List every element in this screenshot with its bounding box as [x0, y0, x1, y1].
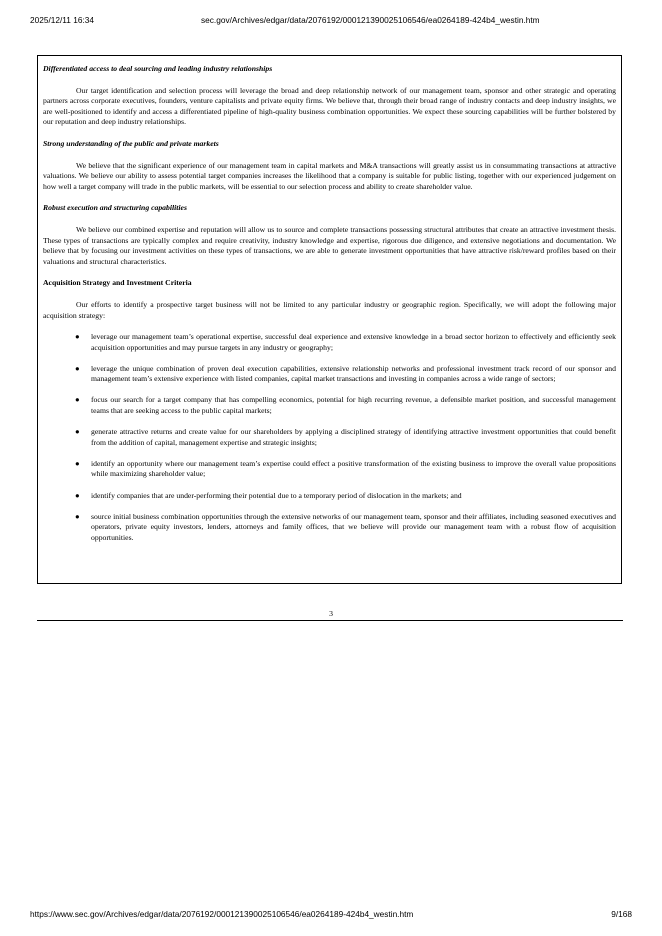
print-datetime: 2025/12/11 16:34	[30, 15, 94, 25]
strategy-bullet-list	[43, 332, 616, 543]
bullet-icon: ●	[75, 458, 80, 468]
bullet-icon: ●	[75, 511, 80, 521]
list-item-text: identify an opportunity where our management team’s expertise could effect a positive transformation of the existing business to improve the overall value propositions while maximizing shareholder value;	[91, 458, 616, 479]
section-execution	[43, 203, 616, 267]
list-item-text: leverage the unique combination of proven deal execution capabilities, extensive relationship networks and professional investment track record of our sponsor and management team’s extensive experience with listed companies, capital market transactions and investing in companies across a wide range of sectors;	[91, 363, 616, 384]
list-item-text: identify companies that are under-performing their potential due to a temporary period of dislocation in the markets; and	[91, 490, 462, 500]
bullet-icon: ●	[75, 363, 80, 373]
section-paragraph: We believe our combined expertise and reputation will allow us to source and complete transactions possessing structural attributes that create an attractive investment thesis. These types of transactions are typically complex and require creativity, industry knowledge and expertise, rigorous due diligence, and extensive negotiations and documentation. We believe that by focusing our investment activities on these types of transactions, we are able to generate investment opportunities that have attractive risk/reward profiles based on their valuations and structural characteristics.	[43, 224, 616, 266]
section-deal-sourcing	[43, 64, 616, 128]
section-markets-understanding	[43, 139, 616, 192]
print-page-count: 9/168	[611, 909, 632, 919]
list-item	[43, 332, 616, 353]
section-heading: Differentiated access to deal sourcing and leading industry relationships	[43, 64, 273, 73]
section-heading: Strong understanding of the public and private markets	[43, 138, 219, 148]
list-item-text: focus our search for a target company that has compelling economics, potential for high recurring revenue, a defensible market position, and successful management teams that are seeking access to the public capital markets;	[91, 395, 616, 416]
section-acquisition-strategy	[43, 278, 616, 543]
bullet-icon: ●	[75, 490, 80, 500]
print-footer-url: https://www.sec.gov/Archives/edgar/data/2076192/000121390025106546/ea0264189-424b4_westin.htm	[30, 909, 414, 919]
section-paragraph: Our efforts to identify a prospective target business will not be limited to any particular industry or geographic region. Specifically, we will adopt the following major acquisition strategy:	[43, 299, 616, 320]
list-item	[43, 427, 616, 448]
page-number: 3	[329, 609, 333, 618]
list-item-text: leverage our management team’s operational expertise, successful deal experience and extensive knowledge in a broad sector horizon to effectively and efficiently seek acquisition opportunities and may pursue targets in any industry or geography;	[91, 332, 616, 352]
list-item-text: generate attractive returns and create value for our shareholders by applying a disciplined strategy of identifying attractive investment opportunities that could benefit from the addition of capital, management expertise and strategic insights;	[91, 427, 616, 447]
document-content-box	[37, 55, 622, 584]
list-item	[43, 364, 616, 385]
page-divider	[37, 620, 623, 621]
section-paragraph: Our target identification and selection process will leverage the broad and deep relationship network of our management team, sponsor and other strategic and operating partners across corporate executives, founders, venture capitalists and private equity firms. We believe that, through their broad range of industry contacts and deep industry insights, we are well-positioned to identify and access a differentiated pipeline of high-quality business combination opportunities. We expect these sourcing capabilities will be further bolstered by our reputation and deep industry relationships.	[43, 85, 616, 127]
bullet-icon: ●	[75, 395, 80, 405]
list-item	[43, 459, 616, 480]
section-paragraph: We believe that the significant experience of our management team in capital markets and M&A transactions will greatly assist us in consummating transactions at attractive valuations. We believe our ability to assess potential target companies increases the likelihood that a company is suitable for public listing, together with our experienced judgement on how well a target company will trade in the public markets, will be essential to our selection process and ability to create shareholder value.	[43, 160, 616, 191]
section-heading: Robust execution and structuring capabilities	[43, 203, 187, 213]
list-item	[43, 512, 616, 544]
list-item	[43, 395, 616, 416]
print-url: sec.gov/Archives/edgar/data/2076192/000121390025106546/ea0264189-424b4_westin.htm	[201, 15, 540, 25]
bullet-icon: ●	[75, 332, 80, 342]
list-item	[43, 491, 616, 502]
list-item-text: source initial business combination opportunities through the extensive networks of our management team, sponsor and their affiliates, including seasoned executives and operators, private equity investors, lenders, attorneys and family offices, that we believe will provide our management team with a robust flow of acquisition opportunities.	[91, 511, 616, 542]
bullet-icon: ●	[75, 427, 80, 437]
section-heading: Acquisition Strategy and Investment Criteria	[43, 278, 192, 288]
